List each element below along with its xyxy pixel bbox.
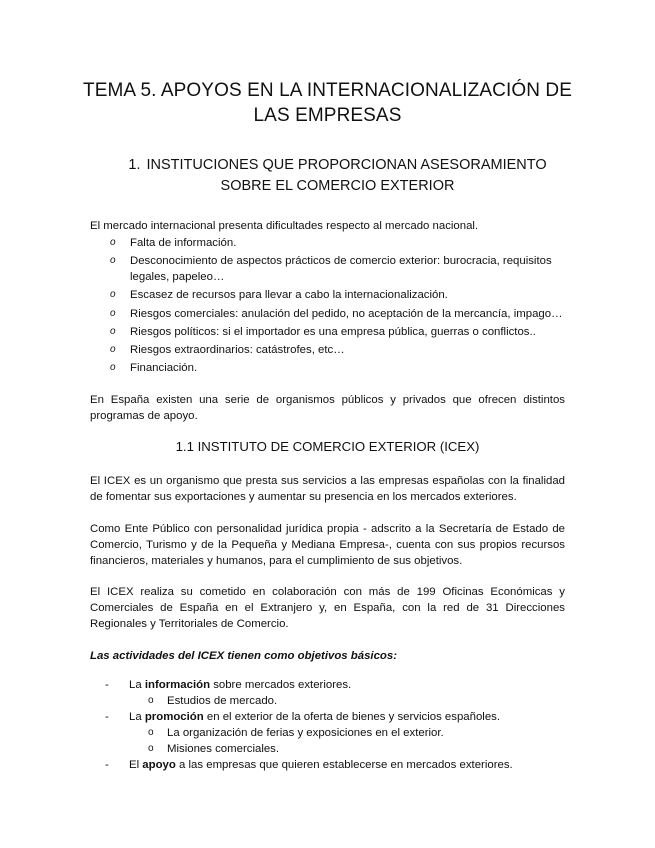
objectives-list — [105, 677, 565, 773]
circle-marker: o — [148, 743, 154, 754]
objective-1-suffix: sobre mercados exteriores. — [210, 679, 352, 691]
intro-paragraph: El mercado internacional presenta dificultades respecto al mercado nacional. — [90, 220, 479, 232]
objective-3-prefix: El — [129, 759, 143, 771]
icex-paragraph-2: Como Ente Público con personalidad jurídica propia - adscrito a la Secretaría de Estado de Comercio, Turismo y de la Pequeña y Mediana Empresa-, cuenta con sus propios recursos financieros, materiales y humanos, para el cumplimiento de sus objetivos. — [90, 523, 565, 567]
document-title — [60, 78, 595, 128]
objective-2 — [129, 709, 500, 725]
section-1-number: 1. — [128, 157, 141, 173]
objective-1-keyword: información — [144, 679, 211, 691]
list-item-text: Riesgos comerciales: anulación del pedido, no aceptación de la mercancía, impago… — [130, 307, 563, 320]
list-item — [90, 324, 565, 340]
list-item-text: Falta de información. — [130, 237, 237, 249]
section-1-1-heading: 1.1 INSTITUTO DE COMERCIO EXTERIOR (ICEX) — [175, 439, 480, 454]
list-item — [105, 709, 565, 725]
bullet-marker: o — [110, 325, 116, 337]
list-item — [90, 235, 565, 251]
list-item — [105, 677, 565, 693]
objective-2-prefix: La — [129, 711, 145, 723]
list-item-text: Financiación. — [130, 362, 198, 375]
list-item — [105, 757, 565, 773]
objective-1-prefix: La — [129, 679, 145, 691]
objective-1 — [129, 677, 351, 693]
dash-marker: - — [105, 679, 109, 691]
section-1-title-line1: INSTITUCIONES QUE PROPORCIONAN ASESORAMIENTO — [146, 157, 547, 173]
list-item-text: Desconocimiento de aspectos prácticos de comercio exterior: burocracia, requisitos legales, papeleo… — [130, 255, 552, 284]
section-1-heading-line1 — [110, 155, 565, 176]
list-item — [90, 253, 565, 285]
list-item — [90, 360, 565, 376]
circle-marker: o — [148, 695, 154, 706]
activities-heading: Las actividades del ICEX tienen como objetivos básicos: — [90, 650, 398, 662]
section-1-heading — [110, 155, 565, 197]
bullet-marker: o — [110, 362, 116, 374]
objective-1-sub-1: Estudios de mercado. — [167, 695, 278, 707]
document-title-line1: TEMA 5. APOYOS EN LA INTERNACIONALIZACIÓN DE — [82, 80, 573, 101]
objective-2-sub-1: La organización de ferias y exposiciones en el exterior. — [167, 727, 444, 739]
section-1-title-line2: SOBRE EL COMERCIO EXTERIOR — [220, 178, 455, 194]
list-item-text: Escasez de recursos para llevar a cabo la internacionalización. — [130, 289, 448, 302]
dash-marker: - — [105, 759, 109, 771]
objective-3-suffix: a las empresas que quieren establecerse en mercados exteriores. — [175, 759, 513, 771]
objective-3 — [129, 757, 513, 773]
bullet-marker: o — [110, 255, 116, 267]
list-item — [90, 306, 565, 322]
bullet-marker: o — [110, 307, 116, 319]
bullet-marker: o — [110, 237, 116, 248]
difficulties-list — [90, 235, 565, 378]
objective-2-sub-2: Misiones comerciales. — [167, 743, 280, 755]
objective-3-keyword: apoyo — [142, 759, 176, 771]
bullet-marker: o — [110, 343, 116, 355]
list-item-text: Riesgos políticos: si el importador es una empresa pública, guerras o conflictos.. — [130, 325, 536, 338]
list-item-text: Riesgos extraordinarios: catástrofes, etc… — [130, 343, 345, 356]
objective-2-keyword: promoción — [144, 711, 204, 723]
icex-paragraph-3: El ICEX realiza su cometido en colaboración con más de 199 Oficinas Económicas y Comerciales de España en el Extranjero y, en España, con la red de 31 Direcciones Regionales y Territoriales de Comercio. — [90, 586, 565, 630]
list-item — [90, 342, 565, 358]
circle-marker: o — [148, 727, 154, 738]
bullet-marker: o — [110, 289, 116, 301]
dash-marker: - — [105, 711, 109, 723]
list-item — [105, 693, 565, 709]
icex-paragraph-1: El ICEX es un organismo que presta sus servicios a las empresas españolas con la finalidad de fomentar sus exportaciones y aumentar su presencia en los mercados exteriores. — [90, 475, 565, 503]
document-title-line2: LAS EMPRESAS — [253, 105, 402, 126]
list-item — [105, 741, 565, 757]
list-item — [90, 287, 565, 303]
organisms-paragraph: En España existen una serie de organismos públicos y privados que ofrecen distintos programas de apoyo. — [90, 394, 565, 422]
objective-2-suffix: en el exterior de la oferta de bienes y servicios españoles. — [203, 711, 501, 723]
list-item — [105, 725, 565, 741]
